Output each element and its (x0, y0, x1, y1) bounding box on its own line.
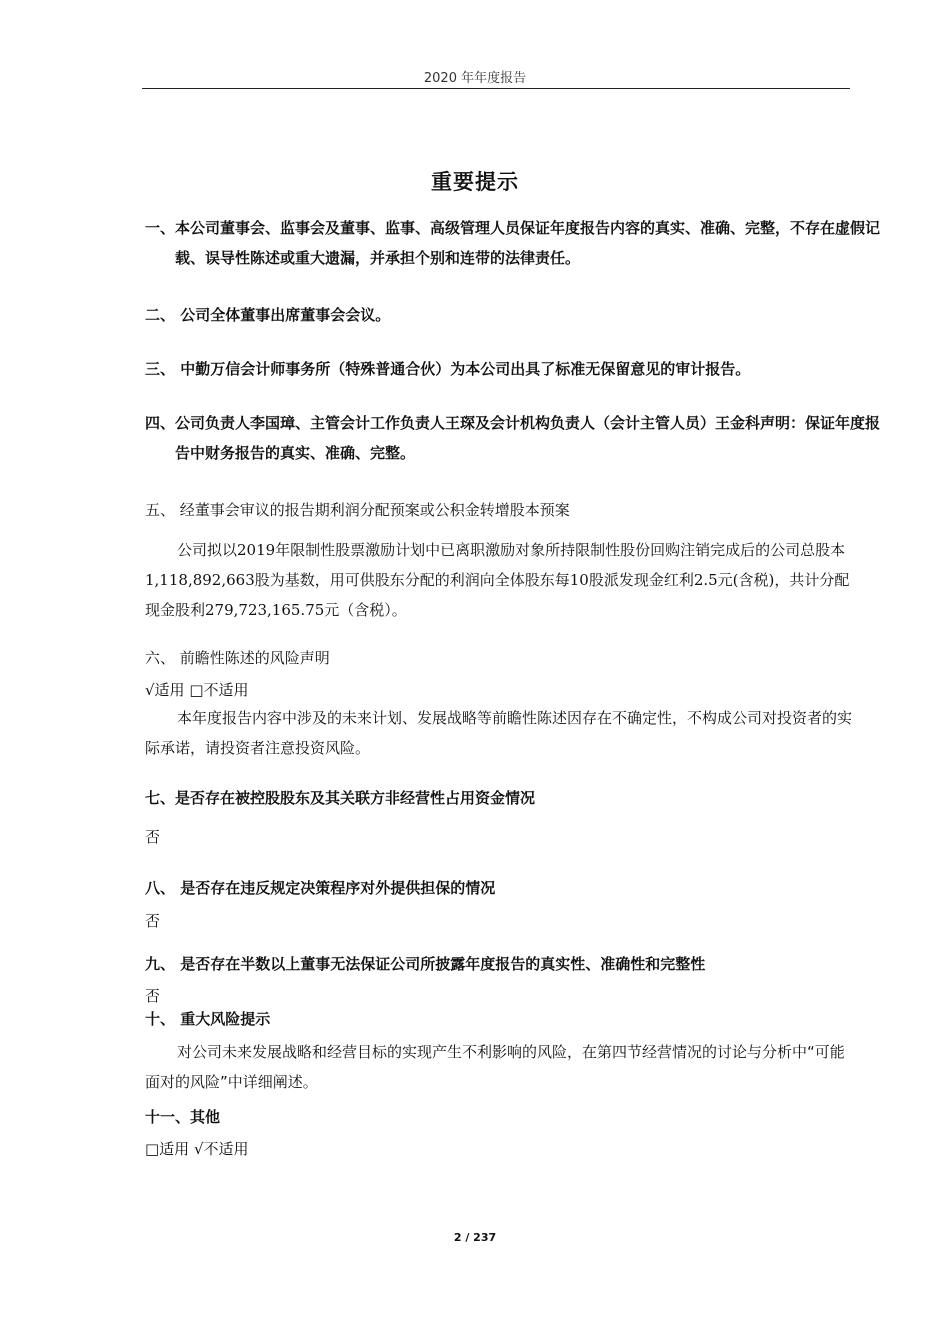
section-6-body: 本年度报告内容中涉及的未来计划、发展战略等前瞻性陈述因存在不确定性，不构成公司对投资者的实际承诺，请投资者注意投资风险。 (145, 709, 853, 757)
section-11-heading: 十一、其他 (145, 1108, 221, 1126)
section-11-options: □适用 √不适用 (145, 1140, 249, 1158)
section-4: 四、公司负责人李国璋、主管会计工作负责人王琛及会计机构负责人（会计主管人员）王金科声明：保证年度报告中财务报告的真实、准确、完整。 (145, 414, 881, 462)
page-number: 2 / 237 (453, 1231, 497, 1244)
section-9-answer: 否 (145, 987, 161, 1005)
section-8-answer: 否 (145, 912, 161, 930)
section-6-options: √适用 □不适用 (145, 681, 249, 699)
section-5-body: 公司拟以2019年限制性股票激励计划中已离职激励对象所持限制性股份回购注销完成后的公司总股本1,118,892,663股为基数，用可供股东分配的利润向全体股东每10股派发现金红利2.5元(含税)，共计分配现金股利279,723,165.75元（含税）。 (145, 541, 850, 619)
section-2: 二、 公司全体董事出席董事会会议。 (145, 306, 391, 324)
page-header: 2020 年年度报告 (423, 71, 527, 86)
section-6-heading: 六、 前瞻性陈述的风险声明 (145, 649, 330, 667)
section-9-heading: 九、 是否存在半数以上董事无法保证公司所披露年度报告的真实性、准确性和完整性 (145, 955, 706, 973)
section-7-heading: 七、是否存在被控股股东及其关联方非经营性占用资金情况 (145, 789, 536, 807)
section-5-heading: 五、 经董事会审议的报告期利润分配预案或公积金转增股本预案 (145, 501, 570, 519)
section-8-heading: 八、 是否存在违反规定决策程序对外提供担保的情况 (145, 879, 496, 897)
section-10-heading: 十、 重大风险提示 (145, 1010, 271, 1028)
header-divider (142, 88, 850, 89)
page-title: 重要提示 (431, 170, 519, 194)
section-3: 三、 中勤万信会计师事务所（特殊普通合伙）为本公司出具了标准无保留意见的审计报告。 (145, 360, 751, 378)
section-1: 一、本公司董事会、监事会及董事、监事、高级管理人员保证年度报告内容的真实、准确、完整，不存在虚假记载、误导性陈述或重大遗漏，并承担个别和连带的法律责任。 (145, 219, 881, 267)
section-7-answer: 否 (145, 828, 161, 846)
section-10-body: 对公司未来发展战略和经营目标的实现产生不利影响的风险，在第四节经营情况的讨论与分析中“可能面对的风险”中详细阐述。 (145, 1043, 845, 1091)
